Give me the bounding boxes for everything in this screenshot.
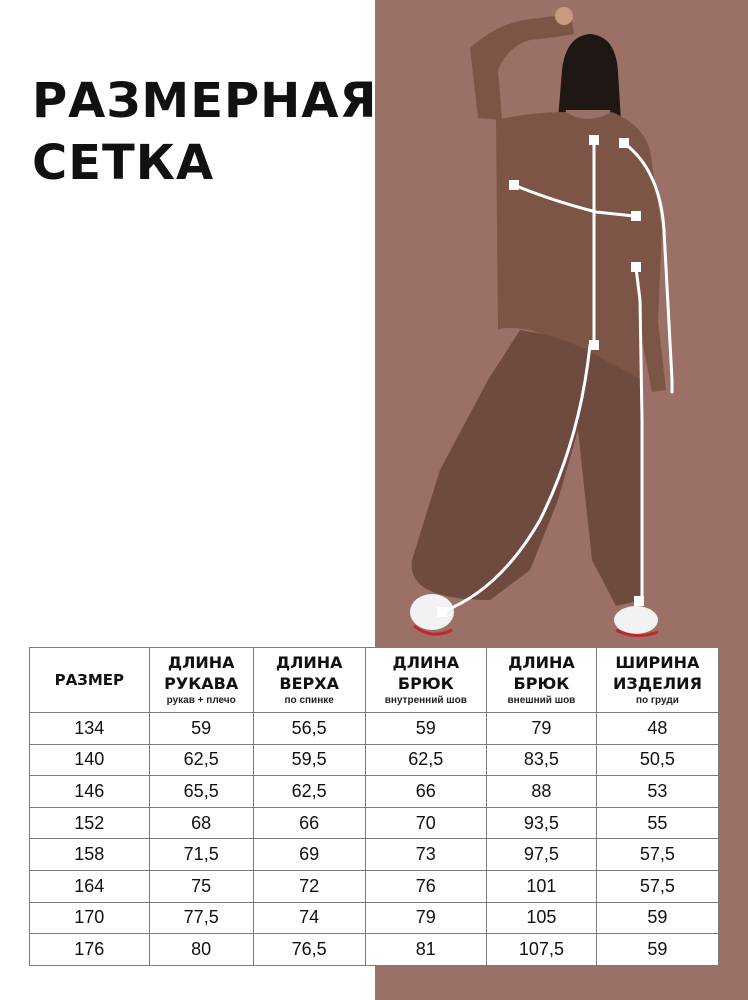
raised-sleeve <box>470 16 574 120</box>
measurement-cell: 59,5 <box>253 744 365 776</box>
measurement-cell: 81 <box>365 934 486 966</box>
measurement-cell: 66 <box>365 776 486 808</box>
column-header <box>253 648 365 713</box>
measurement-cell: 70 <box>365 807 486 839</box>
column-header-note: рукав + плечо <box>166 695 236 706</box>
table-row <box>30 870 719 902</box>
title-line-2: СЕТКА <box>32 135 215 191</box>
column-header-label: ДЛИНА <box>392 653 460 672</box>
measurement-cell: 77,5 <box>149 902 253 934</box>
size-cell: 158 <box>30 839 150 871</box>
column-header <box>365 648 486 713</box>
column-header-label: РАЗМЕР <box>54 670 125 689</box>
page-title <box>32 70 377 194</box>
measurement-cell: 65,5 <box>149 776 253 808</box>
column-header-label: БРЮК <box>397 674 454 693</box>
measurement-cell: 62,5 <box>253 776 365 808</box>
measurement-cell: 71,5 <box>149 839 253 871</box>
measurement-cell: 69 <box>253 839 365 871</box>
column-header <box>30 648 150 713</box>
column-header-label: ДЛИНА <box>508 653 575 672</box>
hand <box>555 7 573 25</box>
measurement-cell: 56,5 <box>253 713 365 745</box>
measurement-cell: 73 <box>365 839 486 871</box>
table-row <box>30 934 719 966</box>
measurement-cell: 79 <box>487 713 597 745</box>
measurement-cell: 68 <box>149 807 253 839</box>
table-row <box>30 839 719 871</box>
left-shoe <box>410 594 454 630</box>
size-cell: 134 <box>30 713 150 745</box>
column-header-label: БРЮК <box>513 674 570 693</box>
column-header-label: ДЛИНА <box>167 653 235 672</box>
table-row <box>30 713 719 745</box>
measurement-cell: 97,5 <box>487 839 597 871</box>
measurement-cell: 93,5 <box>487 807 597 839</box>
size-cell: 146 <box>30 776 150 808</box>
measurement-cell: 57,5 <box>596 870 718 902</box>
size-chart-table <box>29 647 719 966</box>
measurement-cell: 62,5 <box>149 744 253 776</box>
measurement-cell: 88 <box>487 776 597 808</box>
size-cell: 140 <box>30 744 150 776</box>
measurement-cell: 66 <box>253 807 365 839</box>
column-header <box>487 648 597 713</box>
measurement-cell: 74 <box>253 902 365 934</box>
measurement-cell: 79 <box>365 902 486 934</box>
table-row <box>30 744 719 776</box>
column-header-label: ДЛИНА <box>275 653 343 672</box>
measurement-cell: 76,5 <box>253 934 365 966</box>
table-body <box>30 713 719 966</box>
column-header-note: по груди <box>635 695 679 706</box>
column-header-label: ИЗДЕЛИЯ <box>612 674 702 693</box>
pants <box>412 330 642 606</box>
column-header-label: РУКАВА <box>164 674 239 693</box>
column-header-note: по спинке <box>284 695 334 706</box>
model-photo <box>380 0 748 650</box>
column-header-label: ШИРИНА <box>615 653 700 672</box>
measurement-cell: 59 <box>596 934 718 966</box>
measurement-cell: 62,5 <box>365 744 486 776</box>
measurement-cell: 72 <box>253 870 365 902</box>
measurement-cell: 59 <box>596 902 718 934</box>
table-header-row <box>30 648 719 713</box>
measurement-cell: 83,5 <box>487 744 597 776</box>
table-row <box>30 776 719 808</box>
measurement-cell: 107,5 <box>487 934 597 966</box>
table-row <box>30 807 719 839</box>
column-header <box>596 648 718 713</box>
measurement-cell: 55 <box>596 807 718 839</box>
measurement-cell: 50,5 <box>596 744 718 776</box>
size-cell: 170 <box>30 902 150 934</box>
measurement-cell: 59 <box>149 713 253 745</box>
column-header-label: ВЕРХА <box>279 674 339 693</box>
column-header-note: внешний шов <box>507 695 576 706</box>
column-header <box>149 648 253 713</box>
column-header-note: внутренний шов <box>384 695 467 706</box>
measurement-cell: 76 <box>365 870 486 902</box>
measurement-cell: 53 <box>596 776 718 808</box>
measurement-cell: 57,5 <box>596 839 718 871</box>
measurement-cell: 101 <box>487 870 597 902</box>
table-row <box>30 902 719 934</box>
size-cell: 176 <box>30 934 150 966</box>
measurement-cell: 59 <box>365 713 486 745</box>
right-shoe <box>614 606 658 634</box>
size-cell: 152 <box>30 807 150 839</box>
measurement-cell: 105 <box>487 902 597 934</box>
size-cell: 164 <box>30 870 150 902</box>
measurement-cell: 80 <box>149 934 253 966</box>
measurement-cell: 75 <box>149 870 253 902</box>
title-line-1: РАЗМЕРНАЯ <box>32 73 378 129</box>
measurement-cell: 48 <box>596 713 718 745</box>
